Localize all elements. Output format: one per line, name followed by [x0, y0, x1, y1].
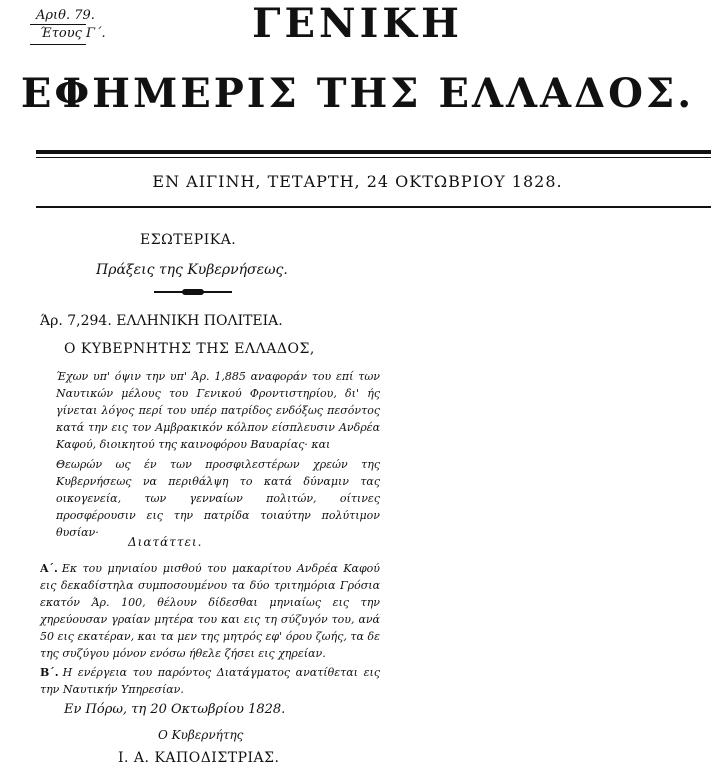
decree-paragraph-1: Έχων υπ' όψιν την υπ' Άρ. 1,885 αναφοράν του επί των Ναυτικών μέλους του Γενικού Φροντιστηρίου, δι' ής γίνεται λόγος περί του υπέρ πατρίδος ενδόξως πεσόντος κατά την εις τον Αμβρακικόν κόλπον είσπλευσιν Ανδρέα Καφού, διοικητού της καινοφόρου Βαυαρίας· και	[56, 370, 380, 451]
subsection-heading: Πράξεις της Κυβερνήσεως.	[96, 262, 288, 278]
dateline: ΕΝ ΑΙΓΙΝΗ, ΤΕΤΑΡΤΗ, 24 ΟΚΤΩΒΡΙΟΥ 1828.	[152, 172, 563, 191]
masthead-thin-rule	[36, 157, 711, 158]
decree-paragraph-2: Θεωρών ως έν των προσφιλεστέρων χρεών της Κυβερνήσεως να περιθάλψη το κατά δύναμιν τας οικογενεία, των γενναίων πολιτών, οίτινες προσφέρουσιν εις την πατρίδα τοιαύτην πολύτιμον θυσίαν·	[56, 458, 380, 539]
dateline-rule	[36, 206, 711, 208]
masthead-thick-rule	[36, 150, 711, 154]
ornament-center	[182, 289, 204, 295]
issue-number: Αριθ. 79.	[36, 8, 95, 23]
article-b-mark: Β΄.	[40, 666, 59, 679]
article-b	[40, 664, 380, 698]
signature-title: Ο Κυβερνήτης	[158, 728, 244, 742]
article-b-text: Η ενέργεια του παρόντος Διατάγματος ανατίθεται εις την Ναυτικήν Υπηρεσίαν.	[40, 666, 380, 696]
issue-year: Έτους Γ΄.	[40, 26, 106, 41]
place-date: Εν Πόρω, τη 20 Οκτωβρίου 1828.	[64, 702, 286, 717]
decree-reference: Άρ. 7,294. ΕΛΛΗΝΙΚΗ ΠΟΛΙΤΕΙΑ.	[40, 313, 283, 329]
signature-name: Ι. Α. ΚΑΠΟΔΙΣΤΡΙΑΣ.	[118, 750, 280, 766]
article-a-text: Εκ του μηνιαίου μισθού του μακαρίτου Ανδρέα Καφού εις δεκαδίστηλα συμποσουμένου τα δύο τριτημόρια Γρόσια εκατόν Άρ. 100, θέλουν δίδεσθαι μηνιαίως εις την χηρεύουσαν γραίαν μητέρα του και εις τη σύζυγόν του, ανά 50 εις εκατέραν, και τα μεν της μητρός εφ' όρου ζωής, τα δε της συζύγου μόνον ενόσω ήθελε ζήσει εις χηρείαν.	[40, 562, 380, 660]
governor-heading: Ο ΚΥΒΕΡΝΗΤΗΣ ΤΗΣ ΕΛΛΑΔΟΣ,	[64, 341, 315, 357]
article-a-mark: Α΄.	[40, 562, 58, 575]
masthead-title-line1: ΓΕΝΙΚΗ	[252, 0, 463, 47]
article-a	[40, 560, 380, 662]
section-heading: ΕΣΩΤΕΡΙΚΑ.	[140, 232, 237, 248]
decrees-heading: Διατάττει.	[128, 535, 203, 549]
masthead-title-line2: ΕΦΗΜΕΡΙΣ ΤΗΣ ΕΛΛΑΔΟΣ.	[20, 70, 695, 117]
